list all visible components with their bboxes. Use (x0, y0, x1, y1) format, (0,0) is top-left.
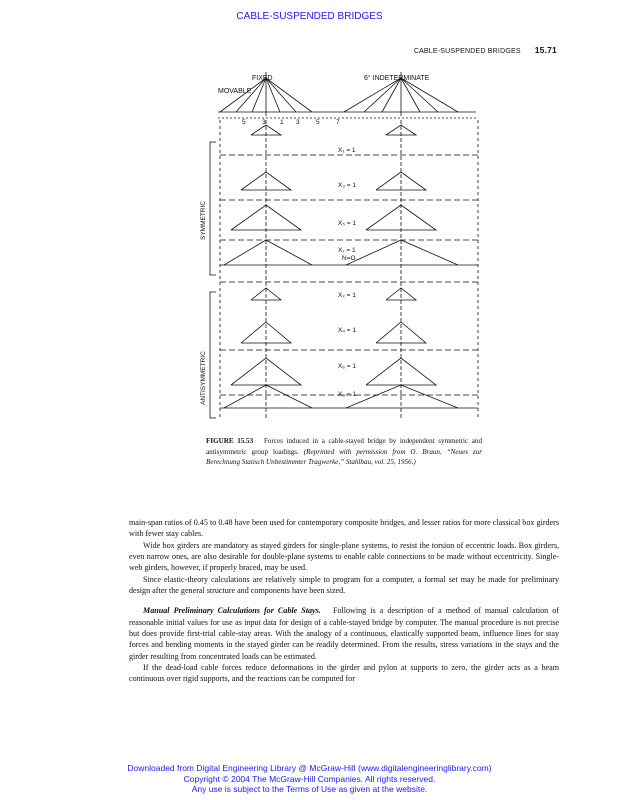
section-text: Following is a description of a method of manual calculation of reasonable initial values for use as input data for design of a cable-stayed bridge by computer. The manual procedure is not precise but does provide first-trial cable-stay areas. With the analogy of a continuous, elastically supported beam, influence lines for stay forces and bending moments in the stayed girder can be readily determined. From the results, stress variations in the stays and the girder resulting from concentrated loads can be estimated. (129, 606, 559, 661)
body-text (129, 517, 559, 685)
row-label-x6: X₆ = 1 (338, 363, 356, 370)
row-label-x2: X₂ = 1 (338, 292, 356, 299)
support-number: 5 (242, 119, 246, 126)
support-number: 7 (336, 119, 340, 126)
caption-source: (Reprinted with permission from O. Braun, “Neues zur Berechnung Statisch Unbestimmter Tragwerke,” Stahlbau, vol. 25, 1956.) (206, 447, 482, 466)
support-number: 3 (296, 119, 300, 126)
figure-caption (206, 436, 482, 468)
page-number: 15.71 (534, 45, 557, 55)
paragraph: Wide box girders are mandatory as stayed girders for single-plane systems, to resist the torsion of eccentric loads. Box girders, even narrow ones, are also desirable for double-plane systems to enable cable connections to be made without eccentricity. Single-web girders, however, if properly braced, may be used. (129, 540, 559, 573)
running-head (414, 45, 557, 55)
footer-line: Copyright © 2004 The McGraw-Hill Companies. All rights reserved. (183, 773, 436, 784)
row-label-x4: X₄ = 1 (338, 327, 357, 334)
label-movable: MOVABLE (218, 88, 252, 95)
row-label-x5: X₅ = 1 (338, 220, 356, 227)
row-label-x3: X₃ = 1 (338, 182, 357, 189)
footer-line: Any use is subject to the Terms of Use as given at the website. (191, 784, 428, 794)
support-number: 1 (280, 119, 284, 126)
caption-label: FIGURE 15.53 (206, 437, 254, 445)
support-number: 3 (262, 119, 266, 126)
support-number: 5 (316, 119, 320, 126)
label-n-o: N=O (342, 255, 356, 262)
running-head-title: CABLE-SUSPENDED BRIDGES (413, 48, 521, 55)
label-indeterminate: 6° INDETERMINATE (364, 75, 430, 82)
paragraph: Since elastic-theory calculations are relatively simple to program for a computer, a formal set may be made for preliminary design after the general structure and components have been sized. (129, 574, 559, 596)
label-antisymmetric: ANTISYMMETRIC (200, 351, 207, 405)
label-symmetric: SYMMETRIC (200, 201, 207, 240)
paragraph: If the dead-load cable forces reduce deformations in the girder and pylon at supports to zero, the girder acts as a beam continuous over rigid supports, and the reactions can be computed for (129, 663, 559, 684)
row-label-x1: X₁ = 1 (338, 147, 356, 154)
caption-text: Forces induced in a cable-stayed bridge by independent symmetric and antisymmetric group loadings. (206, 437, 482, 456)
section-heading: Manual Preliminary Calculations for Cable Stays. (143, 606, 321, 616)
paragraph-section (129, 605, 559, 662)
paragraph: main-span ratios of 0.45 to 0.48 have been used for contemporary composite bridges, and lesser ratios for more classical box girders with fewer stay cables. (129, 518, 559, 539)
label-fixed: FIXED (252, 75, 273, 82)
row-label-x8: X₈ = 1 (338, 391, 357, 398)
footer-line: Downloaded from Digital Engineering Library @ McGraw-Hill (www.digitalengineeringlibrary.com) (127, 763, 492, 773)
figure-cable-stayed-forces (196, 60, 496, 432)
row-label-x7: X₇ = 1 (338, 247, 356, 254)
source-banner: CABLE-SUSPENDED BRIDGES (236, 11, 383, 22)
footer (0, 763, 619, 795)
